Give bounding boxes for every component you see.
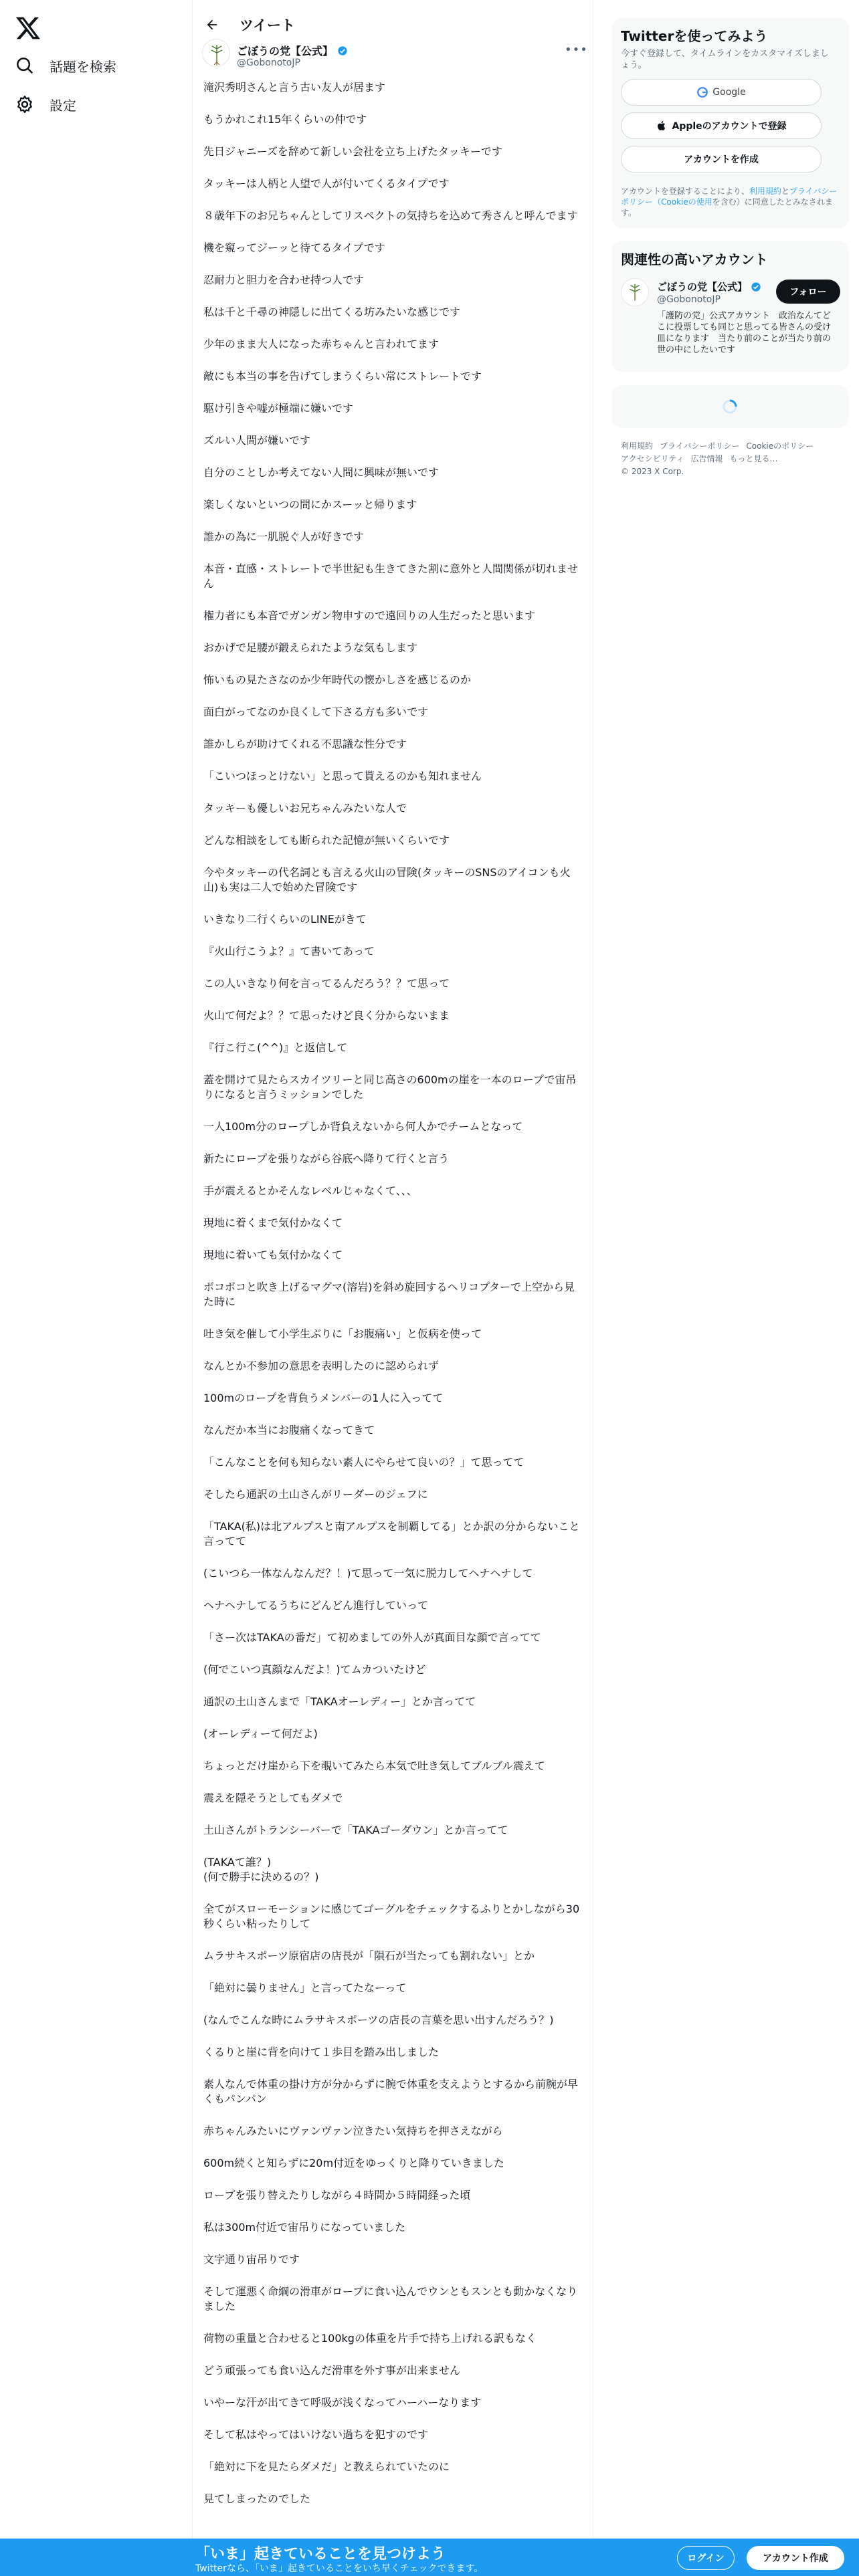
relevant-handle[interactable]: @GobonotoJP	[657, 294, 721, 305]
tweet-line: 楽しくないといつの間にかスーッと帰ります	[203, 498, 417, 511]
tweet-line: タッキーは人柄と人望で人が付いてくるタイプです	[203, 177, 450, 190]
avatar[interactable]	[202, 39, 230, 67]
tweet-line: 赤ちゃんみたいにヴァンヴァン泣きたい気持ちを押さえながら	[203, 2125, 503, 2137]
apple-signup-button[interactable]	[621, 112, 822, 139]
tweet-line: 見てしまったのでした	[203, 2492, 311, 2505]
verified-badge-icon	[751, 282, 761, 292]
tweet-line: 誰かしらが助けてくれる不思議な性分です	[203, 738, 407, 750]
tweet-line: 荷物の重量と合わせると100kgの体重を片手で持ち上げれる訳もなく	[203, 2332, 537, 2345]
tweet-line: タッキーも優しいお兄ちゃんみたいな人で	[203, 802, 407, 815]
tweet-line: 「こんなことを何も知らない素人にやらせて良いの？」て思ってて	[203, 1456, 524, 1469]
create-account-button[interactable]	[621, 146, 822, 173]
tweet-line: 「TAKA(私)は北アルプスと南アルプスを制覇してる」とか訳の分からないこと言ってて	[203, 1520, 580, 1547]
tweet-line: 素人なんで体重の掛け方が分からずに腕で体重を支えようとするから前腕が早くもパンパン	[203, 2078, 579, 2105]
legal-suffix: を含む）に同意したとみなされます。	[621, 197, 833, 217]
footer-link[interactable]: 広告情報	[690, 454, 723, 463]
tweet-line: 面白がってなのか良くして下さる方も多いです	[203, 706, 429, 718]
back-button[interactable]	[201, 13, 223, 36]
tweet-line: 一人100m分のロープしか背負えないから何人かでチームとなって	[203, 1120, 523, 1133]
tweet-line: 今やタッキーの代名詞とも言える火山の冒険(タッキーのSNSのアイコンも火山)も実は二人で始めた冒険です	[203, 866, 571, 893]
left-navigation	[0, 0, 192, 2576]
user-handle[interactable]: @GobonotoJP	[237, 58, 300, 68]
tweet-line: 『火山行こうよ？』て書いてあって	[203, 945, 375, 958]
nav-explore[interactable]	[15, 51, 116, 80]
footer-link[interactable]: © 2023 X Corp.	[621, 467, 684, 476]
terms-link[interactable]: 利用規約	[749, 187, 781, 196]
footer-link[interactable]: もっと見る…	[729, 454, 778, 463]
tweet-line: 怖いもの見たさなのか少年時代の懐かしさを感じるのか	[203, 673, 472, 686]
nav-explore-label: 話題を検索	[50, 58, 116, 75]
trends-loading-card	[611, 385, 849, 428]
arrow-left-icon	[205, 17, 219, 32]
tweet-line: 新たにロープを張りながら谷底へ降りて行くと言う	[203, 1152, 450, 1165]
tweet-line: (こいつら一体なんなんだ？！)て思って一気に脱力してヘナヘナして	[203, 1567, 533, 1580]
tweet-line: いきなり二行くらいのLINEがきて	[203, 913, 367, 926]
tweet-line: (なんでこんな時にムラサキスポーツの店長の言葉を思い出すんだろう？)	[203, 2014, 554, 2026]
apple-signup-label: Appleのアカウントで登録	[672, 121, 787, 132]
nav-settings[interactable]	[15, 90, 76, 119]
tweet-line: ボコボコと吹き上げるマグマ(溶岩)を斜め旋回するヘリコプターで上空から見た時に	[203, 1281, 575, 1308]
google-signup-button[interactable]	[621, 79, 822, 106]
tweet-line: なんだか本当にお腹痛くなってきて	[203, 1424, 375, 1436]
tweet-line: そしたら通訳の土山さんがリーダーのジェフに	[203, 1488, 428, 1501]
bottom-bar-title: 「いま」起きていることを見つけよう	[195, 2546, 446, 2563]
more-options-icon[interactable]: •••	[565, 43, 588, 57]
relevant-avatar[interactable]	[621, 278, 649, 306]
footer-links	[621, 440, 842, 478]
burdock-logo-icon	[203, 39, 230, 67]
tweet-line: 通訳の土山さんまで「TAKAオーレディー」とか言ってて	[203, 1695, 476, 1708]
relevant-name[interactable]	[657, 280, 761, 294]
tweet-line: 「絶対に曇りません」と言ってたなーって	[203, 1981, 407, 1994]
bottom-bar-subtitle: Twitterなら、「いま」起きていることをいち早くチェックできます。	[195, 2563, 484, 2574]
tweet-line: 権力者にも本音でガンガン物申すので遠回りの人生だったと思います	[203, 609, 536, 622]
google-icon	[696, 86, 708, 98]
display-name-text: ごぼうの党【公式】	[237, 45, 334, 58]
tweet-line: どんな相談をしても断られた記憶が無いくらいです	[203, 834, 450, 847]
main-column	[192, 0, 593, 2576]
relevant-accounts-title: 関連性の高いアカウント	[621, 251, 768, 267]
relevant-bio: 「護防の党」公式アカウント 政治なんてどこに投票しても同じと思ってる皆さんの受け皿になります 当たり前のことが当たり前の世の中にしたいです	[657, 311, 832, 355]
relevant-name-text: ごぼうの党【公式】	[657, 281, 748, 293]
tweet-line: 手が震えるとかそんなレベルじゃなくて、、、	[203, 1184, 417, 1197]
tweet-text	[203, 80, 585, 2524]
tweet-line: くるりと崖に背を向けて１歩目を踏み出しました	[203, 2046, 440, 2058]
tweet-line: ズルい人間が嫌いです	[203, 434, 311, 447]
signup-legal-text	[621, 186, 840, 218]
search-icon	[15, 56, 35, 76]
tweet-line: 文字通り宙吊りです	[203, 2253, 300, 2266]
apple-icon	[656, 120, 668, 132]
footer-link[interactable]: アクセシビリティ	[621, 454, 684, 463]
tweet-line: もうかれこれ15年くらいの仲です	[203, 113, 367, 126]
privacy-link[interactable]: プライバシーポリシー（Cookieの使用	[621, 187, 838, 207]
tweet-line: 少年のまま大人になった赤ちゃんと言われてます	[203, 338, 440, 350]
tweet-line: そして運悪く命綱の滑車がロープに食い込んでウンともスンとも動かなくなりました	[203, 2285, 578, 2313]
display-name[interactable]	[237, 43, 348, 58]
tweet-line: 私は千と千尋の神隠しに出てくる坊みたいな感じです	[203, 306, 461, 318]
tweet-line: いやーな汗が出てきて呼吸が浅くなってハーハーなります	[203, 2396, 482, 2409]
tweet-line: ８歳年下のお兄ちゃんとしてリスペクトの気持ちを込めて秀さんと呼んでます	[203, 209, 578, 222]
tweet-line: 「さー次はTAKAの番だ」て初めましての外人が真面目な顔で言ってて	[203, 1631, 541, 1644]
create-account-label: アカウントを作成	[684, 154, 759, 165]
tweet-line: おかげで足腰が鍛えられたような気もします	[203, 641, 418, 654]
gear-icon	[15, 94, 35, 114]
tweet-line: 全てがスローモーションに感じてゴーグルをチェックするふりとかしながら30秒くらい粘ったりして	[203, 1903, 580, 1930]
tweet-line: ムラサキスポーツ原宿店の店長が「隕石が当たっても割れない」とか	[203, 1949, 535, 1962]
tweet-line: 機を窺ってジーッと待てるタイプです	[203, 241, 385, 254]
tweet-line: 蓋を開けて見たらスカイツリーと同じ高さの600mの崖を一本のロープで宙吊りになると言うミッションでした	[203, 1073, 577, 1101]
legal-and: と	[781, 187, 789, 196]
follow-button[interactable]: フォロー	[776, 280, 840, 304]
tweet-line: (何でこいつ真顔なんだよ！)てムカついたけど	[203, 1663, 426, 1676]
tweet-line: (オーレディーて何だよ)	[203, 1727, 318, 1740]
verified-badge-icon	[337, 45, 348, 56]
tweet-line: 本音・直感・ストレートで半世紀も生きてきた割に意外と人間関係が切れません	[203, 562, 579, 590]
tweet-line: 土山さんがトランシーバーで「TAKAゴーダウン」とか言ってて	[203, 1824, 508, 1836]
signup-card	[611, 17, 849, 229]
google-signup-label: Google	[712, 87, 746, 98]
tweet-line: ちょっとだけ崖から下を覗いてみたら本気で吐き気してブルブル震えて	[203, 1759, 545, 1772]
tweet-line: この人いきなり何を言ってるんだろう？？て思って	[203, 977, 450, 990]
tweet-line: 100mのロープを背負うメンバーの1人に入ってて	[203, 1392, 444, 1404]
tweet-line: ロープを張り替えたりしながら４時間か５時間経った頃	[203, 2189, 471, 2202]
page-title: ツイート	[240, 17, 295, 33]
tweet-line: 震えを隠そうとしてもダメで	[203, 1792, 343, 1804]
tweet-line: (TAKAて誰？) (何で勝手に決めるの？)	[203, 1856, 319, 1883]
login-button[interactable]: ログイン	[677, 2546, 735, 2570]
signup-card-subtitle: 今すぐ登録して、タイムラインをカスタマイズしましょう。	[621, 49, 829, 70]
tweet-line: そして私はやってはいけない過ちを犯すのです	[203, 2428, 429, 2441]
tweet-line: 忍耐力と胆力を合わせ持つ人です	[203, 274, 365, 286]
tweet-line: 先日ジャニーズを辞めて新しい会社を立ち上げたタッキーです	[203, 145, 502, 158]
footer-link[interactable]: Cookieのポリシー	[746, 441, 814, 451]
tweet-line: 『行こ行こ(^^)』と返信して	[203, 1041, 348, 1054]
tweet-line: 自分のことしか考えてない人間に興味が無いです	[203, 466, 440, 479]
footer-link[interactable]: 利用規約	[621, 441, 654, 451]
burdock-logo-icon	[622, 279, 648, 306]
footer-link[interactable]: プライバシーポリシー	[660, 441, 740, 451]
tweet-line: ヘナヘナしてるうちにどんどん進行していって	[203, 1599, 429, 1612]
bottom-signup-bar	[0, 2539, 859, 2576]
tweet-line: 「こいつほっとけない」と思って貰えるのかも知れません	[203, 770, 482, 782]
legal-prefix: アカウントを登録することにより、	[621, 187, 749, 196]
tweet-line: どう頑張っても食い込んだ滑車を外す事が出来ません	[203, 2364, 461, 2377]
tweet-line: 火山て何だよ？？て思ったけど良く分からないまま	[203, 1009, 450, 1022]
relevant-accounts-card	[611, 241, 849, 372]
tweet-line: 私は300m付近で宙吊りになっていました	[203, 2221, 406, 2234]
tweet-line: 敵にも本当の事を告げてしまうくらい常にストレートです	[203, 370, 482, 383]
tweet-line: 滝沢秀明さんと言う古い友人が居ます	[203, 81, 386, 94]
signup-button[interactable]: アカウント作成	[747, 2546, 844, 2570]
tweet-line: 現地に着いても気付かなくて	[203, 1249, 343, 1261]
tweet-line: 600m続くと知らずに20m付近をゆっくりと降りていきました	[203, 2157, 504, 2169]
tweet-line: 「絶対に下を見たらダメだ」と教えられていたのに	[203, 2460, 450, 2473]
signup-card-title: Twitterを使ってみよう	[621, 28, 768, 44]
tweet-line: なんとか不参加の意思を表明したのに認められず	[203, 1360, 440, 1372]
loading-spinner-icon	[722, 399, 738, 415]
x-logo-icon[interactable]	[15, 15, 41, 41]
tweet-line: 駆け引きや嘘が極端に嫌いです	[203, 402, 354, 415]
tweet-line: 吐き気を催して小学生ぶりに「お腹痛い」と仮病を使って	[203, 1327, 482, 1340]
tweet-line: 誰かの為に一肌脱ぐ人が好きです	[203, 530, 365, 543]
tweet-line: 現地に着くまで気付かなくて	[203, 1216, 343, 1229]
nav-settings-label: 設定	[50, 97, 76, 114]
